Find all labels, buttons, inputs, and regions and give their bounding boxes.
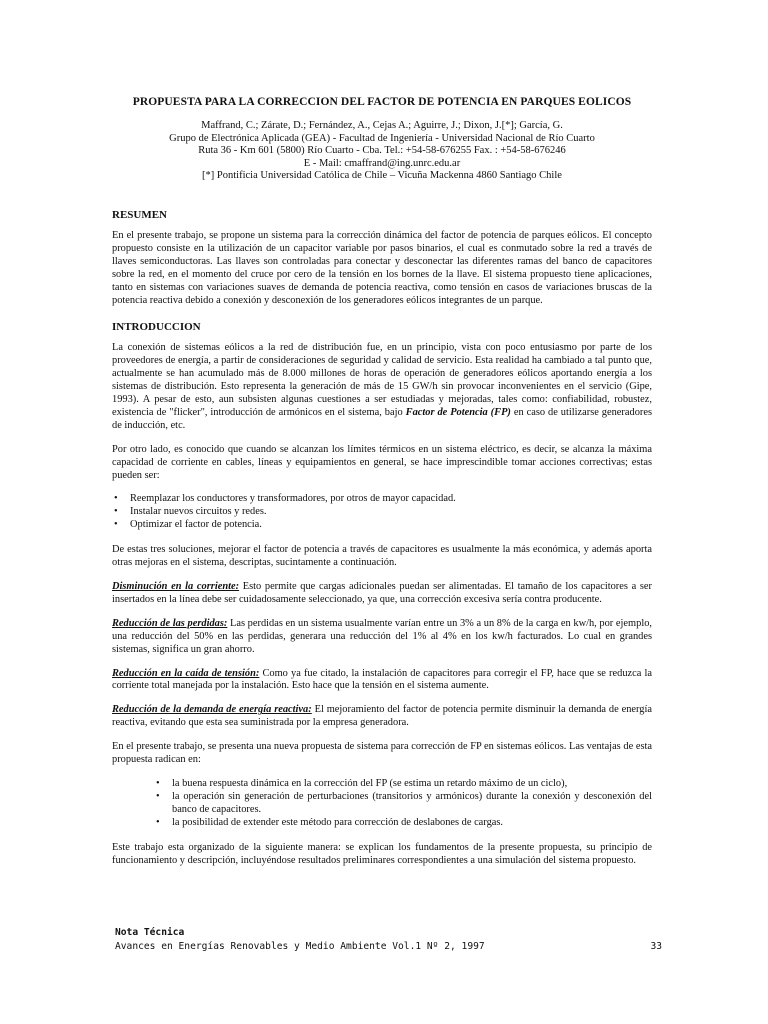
second-affiliation-line: [*] Pontificia Universidad Católica de Chile – Vicuña Mackenna 4860 Santiago Chile [202, 170, 562, 182]
email-line: E - Mail: cmaffrand@ing.unrc.edu.ar [303, 157, 461, 169]
bullet-icon: • [156, 777, 160, 789]
resumen-text: En el presente trabajo, se propone un sistema para la corrección dinámica del factor de potencia de parques eólicos. El concepto propuesto consiste en la utilización de un capacitor variable por pasos binarios, el cual es conmutado sobre la red a través de llaves semiconductoras. Las llaves son controladas para conectar y desconectar las diferentes ramas del banco de capacitores sobre la red, en el momento del cruce por cero de la tensión en los bornes de la llave. El sistema propuesto tiene aplicaciones, tanto en sistemas con variaciones suaves de demanda de potencia reactiva, como tensión en casos de variaciones bruscas de la potencia reactiva debido a conexión y desconexión de los generadores eólicos integrantes de un parque. [112, 229, 652, 306]
intro-p1-text-b: en caso de utilizarse generadores de inducción, etc. [112, 406, 653, 431]
page-number: 33 [650, 941, 662, 952]
list-item-text: la posibilidad de extender este método para corrección de deslabones de cargas. [172, 816, 504, 828]
author-block [112, 120, 652, 183]
intro-paragraph-2: Por otro lado, es conocido que cuando se alcanzan los límites térmicos en un sistema eléctrico, es decir, se alcanza la máxima capacidad de corriente en cables, líneas y equipamientos en general, se hace imprescindible tomar acciones correctivas; estas pueden ser: [112, 443, 652, 481]
paper-title: PROPUESTA PARA LA CORRECCION DEL FACTOR DE POTENCIA EN PARQUES EOLICOS [132, 96, 632, 108]
intro-paragraph-4: En el presente trabajo, se presenta una nueva propuesta de sistema para corrección de FP en sistemas eólicos. Las ventajas de esta propuesta radican en: [112, 741, 652, 766]
introduccion-heading: INTRODUCCION [112, 321, 201, 334]
benefit-paragraph-losses [112, 618, 652, 657]
list-item-text: Optimizar el factor de potencia. [130, 519, 262, 531]
list-item [156, 816, 652, 830]
bullet-icon: • [114, 519, 118, 531]
benefit-lead: Reducción de la demanda de energía reactiva: [112, 704, 312, 716]
benefit-lead: Reducción en la caída de tensión: [112, 667, 260, 679]
benefit-lead: Reducción de las perdidas: [112, 617, 228, 629]
footer-note: Nota Técnica [115, 927, 185, 938]
address-line: Ruta 36 - Km 601 (5800) Río Cuarto - Cba. Tel.: +54-58-676255 Fax. : +54-58-676246 [198, 145, 566, 157]
benefit-text: El mejoramiento del factor de potencia permite disminuir la demanda de energía reactiva, evitando que esta sea suministrada por la empresa generadora. [112, 704, 652, 729]
list-item-text: la operación sin generación de perturbaciones (transitorios y armónicos) durante la conexión y desconexión del banco de capacitores. [172, 790, 652, 815]
benefit-text: Como ya fue citado, la instalación de capacitores para corregir el FP, hace que se reduzca la corriente total manejada por la instalación. Esto hace que la tensión en el sistema aumente. [112, 667, 652, 692]
bullet-icon: • [114, 493, 118, 505]
benefit-text: Las perdidas en un sistema usualmente varían entre un 3% a un 8% de la carga en kw/h, por ejemplo, una reducción del 50% en las perdidas, generara una reducción del 1% al 4% en los kw/h facturados. Lo cual en grandes sistemas, significa un gran ahorro. [112, 617, 653, 655]
intro-p1-text-a: La conexión de sistemas eólicos a la red de distribución fue, en un principio, vista con poco entusiasmo por parte de los proveedores de energía, a partir de consideraciones de seguridad y calidad de servicio. Esta realidad ha cambiado a tal punto que, actualmente se han acumulado más de 8.000 millones de horas de operación de generadores eólicos aportando energía a los sistemas de distribución. Esto representa la generación de más de 15 GW/h sin provocar inconvenientes en el servicio (Gipe, 1993). A pesar de esto, aun subsisten algunas cuestiones a ser estudiadas y mejoradas, tales como: confiabilidad, robustez, existencia de "flicker", introducción de armónicos en el sistema, bajo [112, 342, 652, 418]
list-item [114, 506, 652, 519]
page-footer [115, 926, 662, 954]
benefit-paragraph-reactive [112, 704, 652, 730]
corrective-actions-list [112, 493, 652, 532]
footer-row [115, 940, 662, 954]
list-item [156, 790, 652, 817]
benefit-lead: Disminución en la corriente: [112, 581, 240, 592]
benefit-paragraph-voltage [112, 668, 652, 694]
list-item-text: Instalar nuevos circuitos y redes. [130, 506, 267, 518]
intro-paragraph-3: De estas tres soluciones, mejorar el factor de potencia a través de capacitores es usualmente la más económica, y además aporta otras mejoras en el sistema, descriptas, sucintamente a continuación. [112, 544, 652, 569]
bullet-icon: • [156, 816, 160, 828]
list-item [156, 777, 652, 791]
list-item [114, 519, 652, 532]
list-item [114, 493, 652, 506]
bullet-icon: • [114, 506, 118, 518]
intro-p1-emphasis: Factor de Potencia (FP) [405, 406, 511, 418]
author-names: Maffrand, C.; Zárate, D.; Fernández, A., Cejas A.; Aguirre, J.; Dixon, J.[*]; García, G. [201, 120, 563, 131]
journal-citation: Avances en Energías Renovables y Medio Ambiente Vol.1 Nº 2, 1997 [115, 941, 485, 952]
benefit-text: Esto permite que cargas adicionales puedan ser alimentadas. El tamaño de los capacitores a ser insertados en la línea debe ser cuidadosamente seleccionado, ya que, una corrección excesiva sería contra producente. [112, 581, 652, 605]
benefit-paragraph-current [112, 581, 652, 607]
intro-paragraph-5: Este trabajo esta organizado de la siguiente manera: se explican los fundamentos de la presente propuesta, su principio de funcionamiento y descripción, incluyéndose resultados preliminares correspondientes a una simulación del sistema propuesto. [112, 841, 652, 866]
list-item-text: Reemplazar los conductores y transformadores, por otros de mayor capacidad. [130, 493, 456, 505]
list-item-text: la buena respuesta dinámica en la corrección del FP (se estima un retardo máximo de un ciclo), [172, 777, 568, 789]
affiliation-line: Grupo de Electrónica Aplicada (GEA) - Facultad de Ingeniería - Universidad Nacional de Río Cuarto [169, 132, 595, 144]
resumen-heading: RESUMEN [112, 208, 168, 221]
intro-paragraph-1 [112, 342, 652, 432]
advantages-list [112, 778, 652, 830]
bullet-icon: • [156, 790, 160, 802]
